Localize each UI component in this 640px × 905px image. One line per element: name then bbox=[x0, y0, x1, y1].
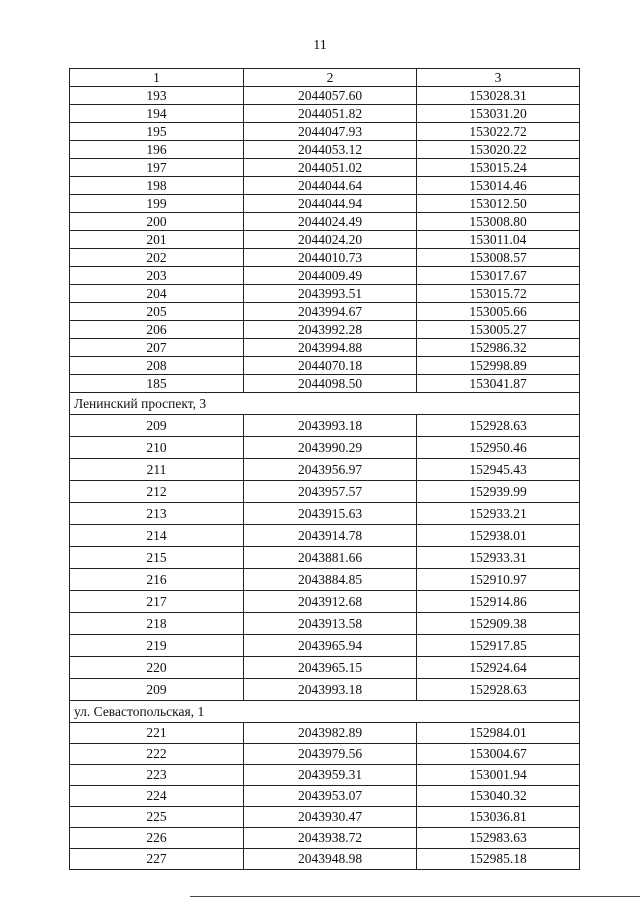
cell-y-coordinate: 153011.04 bbox=[417, 231, 580, 249]
cell-y-coordinate: 153001.94 bbox=[417, 765, 580, 786]
table-row bbox=[70, 339, 580, 357]
cell-y-coordinate: 152928.63 bbox=[417, 415, 580, 437]
cell-x-coordinate: 2044010.73 bbox=[244, 249, 417, 267]
cell-point-number: 225 bbox=[70, 807, 244, 828]
table-row bbox=[70, 159, 580, 177]
cell-y-coordinate: 152933.21 bbox=[417, 503, 580, 525]
cell-x-coordinate: 2043953.07 bbox=[244, 786, 417, 807]
table-row bbox=[70, 375, 580, 393]
table-row bbox=[70, 807, 580, 828]
table-row bbox=[70, 321, 580, 339]
cell-point-number: 195 bbox=[70, 123, 244, 141]
cell-point-number: 212 bbox=[70, 481, 244, 503]
cell-x-coordinate: 2043965.94 bbox=[244, 635, 417, 657]
cell-point-number: 214 bbox=[70, 525, 244, 547]
cell-x-coordinate: 2043884.85 bbox=[244, 569, 417, 591]
cell-point-number: 215 bbox=[70, 547, 244, 569]
table-row bbox=[70, 765, 580, 786]
section-title-leninsky: Ленинский проспект, 3 bbox=[70, 393, 580, 415]
cell-point-number: 204 bbox=[70, 285, 244, 303]
cell-x-coordinate: 2043956.97 bbox=[244, 459, 417, 481]
cell-point-number: 185 bbox=[70, 375, 244, 393]
bottom-rule bbox=[190, 896, 640, 897]
cell-x-coordinate: 2043915.63 bbox=[244, 503, 417, 525]
cell-x-coordinate: 2043959.31 bbox=[244, 765, 417, 786]
cell-x-coordinate: 2044051.82 bbox=[244, 105, 417, 123]
cell-x-coordinate: 2043982.89 bbox=[244, 723, 417, 744]
table-row bbox=[70, 415, 580, 437]
cell-y-coordinate: 153040.32 bbox=[417, 786, 580, 807]
table-row bbox=[70, 357, 580, 375]
cell-x-coordinate: 2044070.18 bbox=[244, 357, 417, 375]
cell-point-number: 218 bbox=[70, 613, 244, 635]
cell-point-number: 209 bbox=[70, 415, 244, 437]
cell-point-number: 205 bbox=[70, 303, 244, 321]
cell-point-number: 203 bbox=[70, 267, 244, 285]
cell-point-number: 223 bbox=[70, 765, 244, 786]
cell-y-coordinate: 153005.27 bbox=[417, 321, 580, 339]
table-row bbox=[70, 249, 580, 267]
cell-x-coordinate: 2043979.56 bbox=[244, 744, 417, 765]
table-row bbox=[70, 569, 580, 591]
cell-point-number: 200 bbox=[70, 213, 244, 231]
cell-point-number: 201 bbox=[70, 231, 244, 249]
cell-point-number: 211 bbox=[70, 459, 244, 481]
cell-y-coordinate: 152985.18 bbox=[417, 849, 580, 870]
cell-point-number: 207 bbox=[70, 339, 244, 357]
cell-point-number: 221 bbox=[70, 723, 244, 744]
table-row bbox=[70, 87, 580, 105]
cell-y-coordinate: 153008.80 bbox=[417, 213, 580, 231]
cell-y-coordinate: 153012.50 bbox=[417, 195, 580, 213]
cell-y-coordinate: 152924.64 bbox=[417, 657, 580, 679]
cell-x-coordinate: 2043913.58 bbox=[244, 613, 417, 635]
cell-y-coordinate: 152917.85 bbox=[417, 635, 580, 657]
cell-y-coordinate: 152983.63 bbox=[417, 828, 580, 849]
cell-x-coordinate: 2043930.47 bbox=[244, 807, 417, 828]
header-cell-point: 1 bbox=[70, 69, 244, 87]
cell-point-number: 213 bbox=[70, 503, 244, 525]
cell-point-number: 227 bbox=[70, 849, 244, 870]
cell-y-coordinate: 152928.63 bbox=[417, 679, 580, 701]
cell-point-number: 220 bbox=[70, 657, 244, 679]
cell-point-number: 193 bbox=[70, 87, 244, 105]
cell-y-coordinate: 153014.46 bbox=[417, 177, 580, 195]
cell-x-coordinate: 2043912.68 bbox=[244, 591, 417, 613]
table-row bbox=[70, 459, 580, 481]
cell-point-number: 198 bbox=[70, 177, 244, 195]
table-row bbox=[70, 547, 580, 569]
cell-x-coordinate: 2043957.57 bbox=[244, 481, 417, 503]
cell-y-coordinate: 153015.24 bbox=[417, 159, 580, 177]
cell-y-coordinate: 153004.67 bbox=[417, 744, 580, 765]
table-row bbox=[70, 267, 580, 285]
cell-y-coordinate: 153020.22 bbox=[417, 141, 580, 159]
cell-x-coordinate: 2043992.28 bbox=[244, 321, 417, 339]
cell-point-number: 208 bbox=[70, 357, 244, 375]
table-row bbox=[70, 213, 580, 231]
cell-point-number: 206 bbox=[70, 321, 244, 339]
cell-point-number: 226 bbox=[70, 828, 244, 849]
cell-x-coordinate: 2044098.50 bbox=[244, 375, 417, 393]
cell-x-coordinate: 2044053.12 bbox=[244, 141, 417, 159]
table-row bbox=[70, 177, 580, 195]
cell-x-coordinate: 2044044.64 bbox=[244, 177, 417, 195]
cell-point-number: 216 bbox=[70, 569, 244, 591]
section-title-row bbox=[70, 701, 580, 723]
table-row bbox=[70, 123, 580, 141]
header-cell-y: 3 bbox=[417, 69, 580, 87]
cell-y-coordinate: 152986.32 bbox=[417, 339, 580, 357]
cell-y-coordinate: 152909.38 bbox=[417, 613, 580, 635]
cell-y-coordinate: 153017.67 bbox=[417, 267, 580, 285]
table-row bbox=[70, 285, 580, 303]
cell-y-coordinate: 152938.01 bbox=[417, 525, 580, 547]
table-row bbox=[70, 613, 580, 635]
cell-y-coordinate: 153031.20 bbox=[417, 105, 580, 123]
section-title-sevastopolskaya: ул. Севастопольская, 1 bbox=[70, 701, 580, 723]
cell-x-coordinate: 2043965.15 bbox=[244, 657, 417, 679]
cell-x-coordinate: 2044024.20 bbox=[244, 231, 417, 249]
table-header-row bbox=[70, 69, 580, 87]
table-row bbox=[70, 635, 580, 657]
cell-y-coordinate: 152998.89 bbox=[417, 357, 580, 375]
cell-y-coordinate: 152945.43 bbox=[417, 459, 580, 481]
cell-x-coordinate: 2043994.67 bbox=[244, 303, 417, 321]
cell-point-number: 209 bbox=[70, 679, 244, 701]
table-row bbox=[70, 679, 580, 701]
cell-point-number: 210 bbox=[70, 437, 244, 459]
table-row bbox=[70, 503, 580, 525]
cell-point-number: 222 bbox=[70, 744, 244, 765]
cell-point-number: 194 bbox=[70, 105, 244, 123]
cell-point-number: 196 bbox=[70, 141, 244, 159]
table-row bbox=[70, 105, 580, 123]
cell-x-coordinate: 2043938.72 bbox=[244, 828, 417, 849]
table-row bbox=[70, 437, 580, 459]
cell-y-coordinate: 152950.46 bbox=[417, 437, 580, 459]
cell-y-coordinate: 152984.01 bbox=[417, 723, 580, 744]
cell-x-coordinate: 2044009.49 bbox=[244, 267, 417, 285]
cell-point-number: 224 bbox=[70, 786, 244, 807]
table-row bbox=[70, 849, 580, 870]
cell-point-number: 217 bbox=[70, 591, 244, 613]
cell-x-coordinate: 2044051.02 bbox=[244, 159, 417, 177]
table-row bbox=[70, 231, 580, 249]
table-row bbox=[70, 481, 580, 503]
table-row bbox=[70, 303, 580, 321]
cell-y-coordinate: 153015.72 bbox=[417, 285, 580, 303]
cell-y-coordinate: 153028.31 bbox=[417, 87, 580, 105]
cell-x-coordinate: 2044044.94 bbox=[244, 195, 417, 213]
cell-y-coordinate: 153022.72 bbox=[417, 123, 580, 141]
cell-point-number: 202 bbox=[70, 249, 244, 267]
cell-x-coordinate: 2043881.66 bbox=[244, 547, 417, 569]
cell-x-coordinate: 2043993.18 bbox=[244, 679, 417, 701]
cell-x-coordinate: 2043914.78 bbox=[244, 525, 417, 547]
cell-x-coordinate: 2043990.29 bbox=[244, 437, 417, 459]
cell-y-coordinate: 153036.81 bbox=[417, 807, 580, 828]
table-row bbox=[70, 657, 580, 679]
cell-point-number: 197 bbox=[70, 159, 244, 177]
cell-x-coordinate: 2044024.49 bbox=[244, 213, 417, 231]
section-title-row bbox=[70, 393, 580, 415]
cell-y-coordinate: 152933.31 bbox=[417, 547, 580, 569]
table-row bbox=[70, 786, 580, 807]
table-row bbox=[70, 723, 580, 744]
cell-point-number: 199 bbox=[70, 195, 244, 213]
cell-x-coordinate: 2043994.88 bbox=[244, 339, 417, 357]
cell-y-coordinate: 152914.86 bbox=[417, 591, 580, 613]
coordinates-table-wrapper bbox=[69, 68, 579, 870]
coordinates-table bbox=[69, 68, 580, 870]
cell-x-coordinate: 2043993.18 bbox=[244, 415, 417, 437]
cell-x-coordinate: 2043993.51 bbox=[244, 285, 417, 303]
table-row bbox=[70, 195, 580, 213]
header-cell-x: 2 bbox=[244, 69, 417, 87]
table-row bbox=[70, 525, 580, 547]
cell-x-coordinate: 2043948.98 bbox=[244, 849, 417, 870]
cell-point-number: 219 bbox=[70, 635, 244, 657]
cell-y-coordinate: 153008.57 bbox=[417, 249, 580, 267]
cell-x-coordinate: 2044047.93 bbox=[244, 123, 417, 141]
table-row bbox=[70, 141, 580, 159]
cell-y-coordinate: 152939.99 bbox=[417, 481, 580, 503]
cell-y-coordinate: 153041.87 bbox=[417, 375, 580, 393]
table-row bbox=[70, 591, 580, 613]
cell-y-coordinate: 152910.97 bbox=[417, 569, 580, 591]
cell-x-coordinate: 2044057.60 bbox=[244, 87, 417, 105]
cell-y-coordinate: 153005.66 bbox=[417, 303, 580, 321]
table-row bbox=[70, 828, 580, 849]
table-row bbox=[70, 744, 580, 765]
page-number: 11 bbox=[313, 38, 327, 53]
